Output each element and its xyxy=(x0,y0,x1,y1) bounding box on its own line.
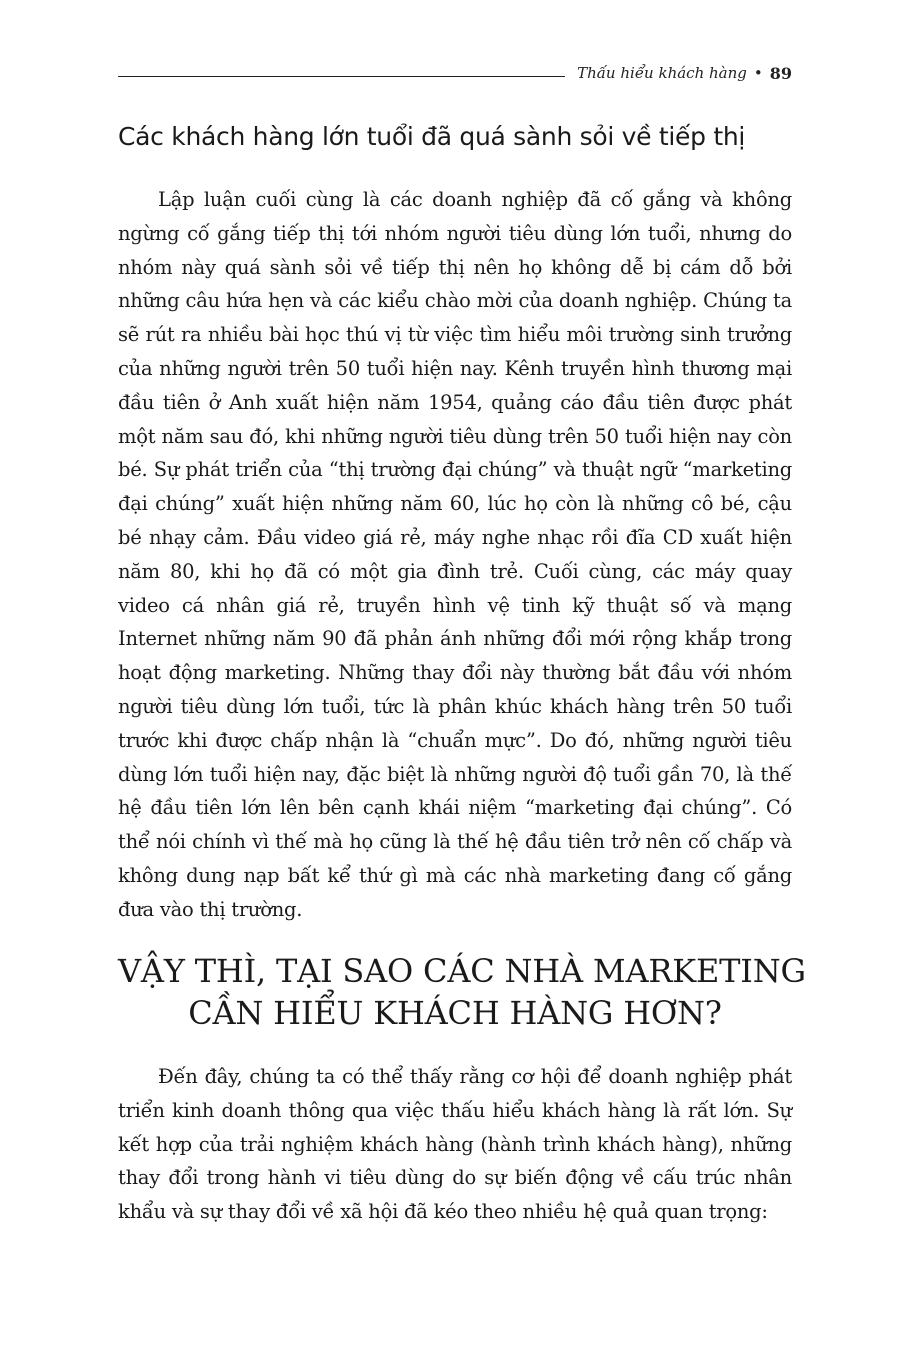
closing-paragraph: Đến đây, chúng ta có thể thấy rằng cơ hội để doanh nghiệp phát triển kinh doanh thông qua việc thấu hiểu khách hàng là rất lớn. Sự kết hợp của trải nghiệm khách hàng (hành trình khách hàng), những thay đổi trong hành vi tiêu dùng do sự biến động về cấu trúc nhân khẩu và sự thay đổi về xã hội đã kéo theo nhiều hệ quả quan trọng: xyxy=(118,1065,792,1224)
chapter-heading xyxy=(118,950,806,1034)
body-paragraph: Lập luận cuối cùng là các doanh nghiệp đã cố gắng và không ngừng cố gắng tiếp thị tới nhóm người tiêu dùng lớn tuổi, nhưng do nhóm này quá sành sỏi về tiếp thị nên họ không dễ bị cám dỗ bởi những câu hứa hẹn và các kiểu chào mời của doanh nghiệp. Chúng ta sẽ rút ra nhiều bài học thú vị từ việc tìm hiểu môi trường sinh trưởng của những người trên 50 tuổi hiện nay. Kênh truyền hình thương mại đầu tiên ở Anh xuất hiện năm 1954, quảng cáo đầu tiên được phát một năm sau đó, khi những người tiêu dùng trên 50 tuổi hiện nay còn bé. Sự phát triển của “thị trường đại chúng” và thuật ngữ “marketing đại chúng” xuất hiện những năm 60, lúc họ còn là những cô bé, cậu bé nhạy cảm. Đầu video giá rẻ, máy nghe nhạc rồi đĩa CD xuất hiện năm 80, khi họ đã có một gia đình trẻ. Cuối cùng, các máy quay video cá nhân giá rẻ, truyền hình vệ tinh kỹ thuật số và mạng Internet những năm 90 đã phản ánh những đổi mới rộng khắp trong hoạt động marketing. Những thay đổi này thường bắt đầu với nhóm người tiêu dùng lớn tuổi, tức là phân khúc khách hàng trên 50 tuổi trước khi được chấp nhận là “chuẩn mực”. Do đó, những người tiêu dùng lớn tuổi hiện nay, đặc biệt là những người độ tuổi gần 70, là thế hệ đầu tiên lớn lên bên cạnh khái niệm “marketing đại chúng”. Có thể nói chính vì thế mà họ cũng là thế hệ đầu tiên trở nên cố chấp và không dung nạp bất kể thứ gì mà các nhà marketing đang cố gắng đưa vào thị trường. xyxy=(118,188,792,921)
header-bullet: • xyxy=(753,64,763,82)
running-title: Thấu hiểu khách hàng xyxy=(577,64,747,82)
chapter-heading-line-1: VẬY THÌ, TẠI SAO CÁC NHÀ MARKETING xyxy=(118,952,806,990)
section-heading: Các khách hàng lớn tuổi đã quá sành sỏi về tiếp thị xyxy=(118,122,746,151)
running-header xyxy=(118,58,792,88)
header-rule xyxy=(118,76,565,77)
chapter-heading-line-2: CẦN HIỂU KHÁCH HÀNG HƠN? xyxy=(188,994,722,1032)
page-number: 89 xyxy=(769,63,792,83)
